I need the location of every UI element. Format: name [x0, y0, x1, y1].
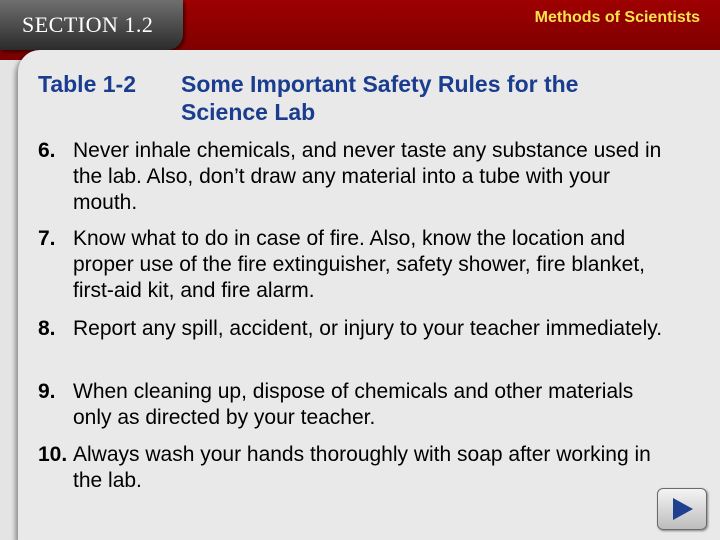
section-tab: [0, 0, 183, 50]
rule-text: Never inhale chemicals, and never taste any substance used in the lab. Also, don’t draw any material into a tube with your mouth.: [73, 139, 662, 214]
table-number: Table 1-2: [38, 71, 136, 97]
rule-text: Always wash your hands thoroughly with soap after working in the lab.: [73, 443, 651, 492]
rule-number: 6.: [38, 139, 56, 162]
chapter-title: Methods of Scientists: [534, 9, 700, 26]
rule-number: 10.: [38, 443, 68, 466]
rule-text: Report any spill, accident, or injury to your teacher immediately.: [73, 317, 663, 340]
rule-number: 8.: [38, 317, 56, 340]
rule-text: Know what to do in case of fire. Also, know the location and proper use of the fire extinguisher, safety shower, fire blanket, first-aid kit, and fire alarm.: [73, 227, 645, 302]
rule-number: 9.: [38, 380, 56, 403]
play-arrow-icon: [667, 496, 697, 522]
rule-number: 7.: [38, 227, 56, 250]
next-slide-button[interactable]: [657, 488, 707, 530]
section-label: SECTION 1.2: [22, 12, 154, 37]
rule-text: When cleaning up, dispose of chemicals and other materials only as directed by your teacher.: [73, 380, 634, 429]
table-title-text: Some Important Safety Rules for the Science Lab: [181, 71, 579, 125]
